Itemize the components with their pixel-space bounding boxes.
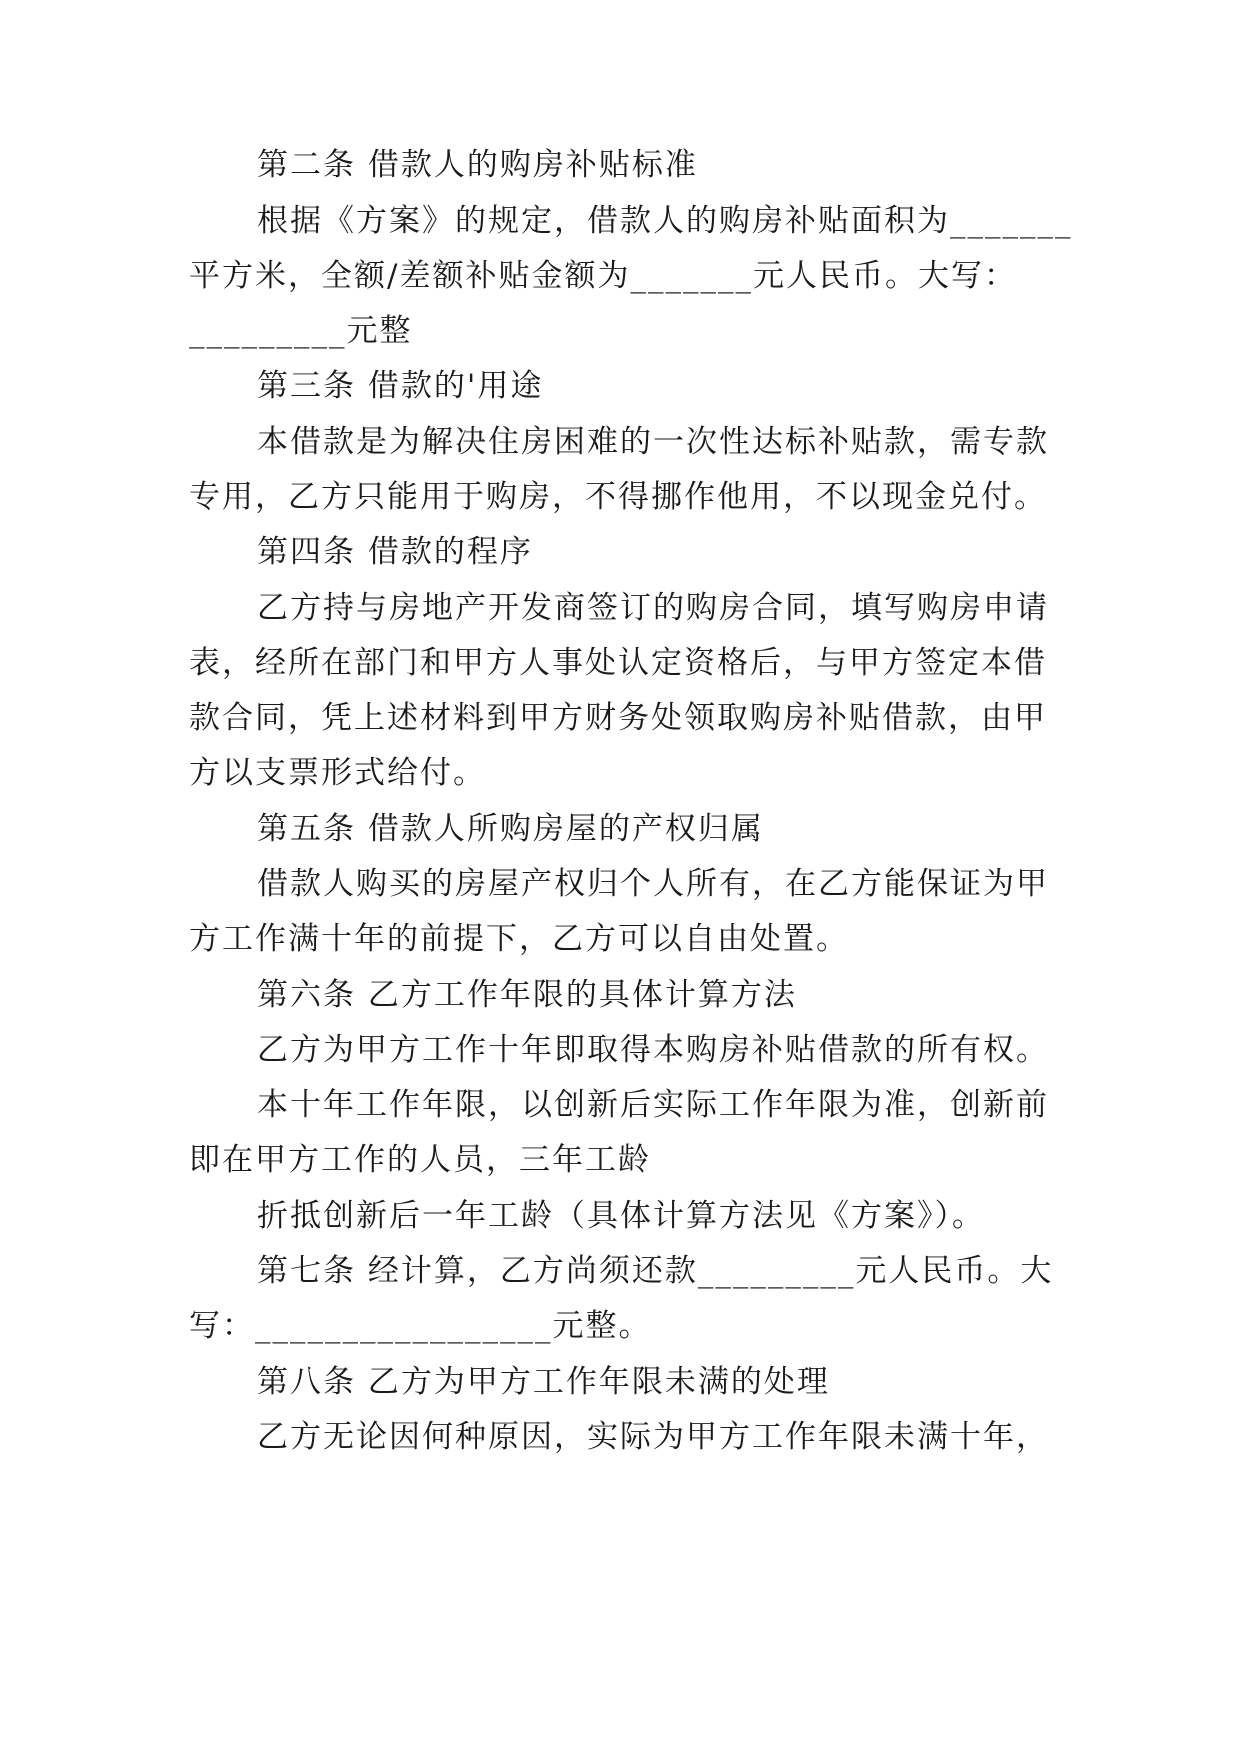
paragraph-line: 根据《方案》的规定，借款人的购房补贴面积为_______ <box>257 203 1073 239</box>
paragraph-line: 即在甲方工作的人员，三年工龄 <box>189 1142 651 1178</box>
paragraph-line: 借款人购买的房屋产权归个人所有，在乙方能保证为甲 <box>257 866 1049 902</box>
article-6-heading: 第六条 乙方工作年限的具体计算方法 <box>257 977 797 1013</box>
paragraph-line: _________元整 <box>189 313 413 349</box>
paragraph-line: 折抵创新后一年工龄（具体计算方法见《方案》）。 <box>257 1198 985 1234</box>
paragraph-line: 款合同，凭上述材料到甲方财务处领取购房补贴借款，由甲 <box>189 700 1047 736</box>
paragraph-line: 本借款是为解决住房困难的一次性达标补贴款，需专款 <box>257 424 1049 460</box>
paragraph-line: 表，经所在部门和甲方人事处认定资格后，与甲方签定本借 <box>189 645 1047 681</box>
article-3-heading: 第三条 借款的'用途 <box>257 368 544 404</box>
paragraph-line: 写：_________________元整。 <box>189 1308 652 1344</box>
paragraph-line: 本十年工作年限，以创新后实际工作年限为准，创新前 <box>257 1087 1049 1123</box>
article-2-heading: 第二条 借款人的购房补贴标准 <box>257 147 698 183</box>
paragraph-line: 乙方为甲方工作十年即取得本购房补贴借款的所有权。 <box>257 1032 1049 1068</box>
paragraph-line: 乙方无论因何种原因，实际为甲方工作年限未满十年， <box>257 1419 1049 1455</box>
article-8-heading: 第八条 乙方为甲方工作年限未满的处理 <box>257 1364 830 1400</box>
article-7-heading: 第七条 经计算，乙方尚须还款_________元人民币。大 <box>257 1253 1054 1289</box>
paragraph-line: 乙方持与房地产开发商签订的购房合同，填写购房申请 <box>257 590 1049 626</box>
paragraph-line: 方工作满十年的前提下，乙方可以自由处置。 <box>189 921 849 957</box>
paragraph-line: 方以支票形式给付。 <box>189 755 486 791</box>
paragraph-line: 专用，乙方只能用于购房，不得挪作他用，不以现金兑付。 <box>189 479 1047 515</box>
paragraph-line: 平方米，全额/差额补贴金额为_______元人民币。大写： <box>189 258 1017 294</box>
article-5-heading: 第五条 借款人所购房屋的产权归属 <box>257 811 764 847</box>
article-4-heading: 第四条 借款的程序 <box>257 534 533 570</box>
